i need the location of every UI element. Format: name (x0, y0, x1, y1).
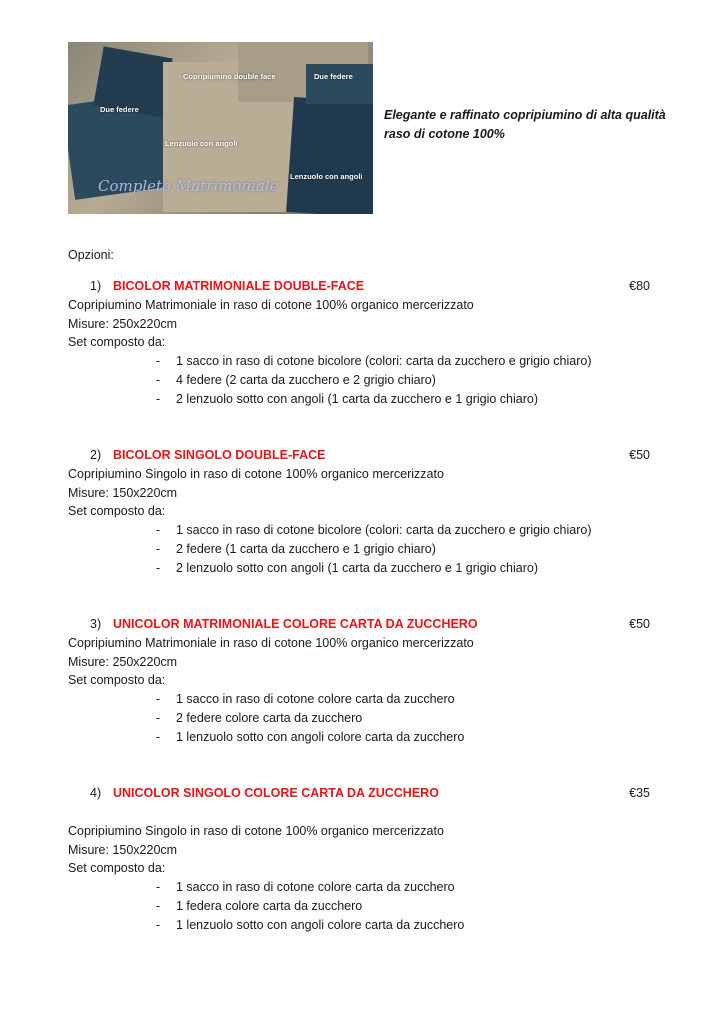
option-items (68, 878, 652, 934)
options-heading: Opzioni: (68, 248, 114, 262)
item-text: 1 federa colore carta da zucchero (176, 898, 363, 913)
option-header (68, 615, 652, 634)
fabric-blue-right (286, 97, 373, 214)
list-item (68, 709, 652, 728)
bullet-dash: - (156, 372, 161, 387)
bullet-dash: - (156, 898, 161, 913)
item-text: 1 sacco in raso di cotone bicolore (colori: carta da zucchero e grigio chiaro) (176, 354, 592, 369)
bullet-dash: - (156, 560, 161, 575)
bullet-dash: - (156, 391, 161, 406)
list-item (68, 916, 652, 935)
item-text: 4 federe (2 carta da zucchero e 2 grigio chiaro) (176, 372, 436, 387)
spacer (68, 803, 652, 822)
option-set-label: Set composto da: (68, 861, 166, 876)
item-text: 1 sacco in raso di cotone bicolore (colori: carta da zucchero e grigio chiaro) (176, 523, 592, 538)
option-items (68, 352, 652, 408)
label-lenzuolo-center: Lenzuolo con angoli (165, 139, 238, 148)
option-items (68, 690, 652, 746)
option-size: Misure: 150x220cm (68, 842, 178, 857)
list-item (68, 352, 652, 371)
option-set-label: Set composto da: (68, 673, 166, 688)
bullet-dash: - (156, 880, 161, 895)
item-text: 1 lenzuolo sotto con angoli colore carta da zucchero (176, 729, 465, 744)
option-price: €80 (629, 279, 650, 293)
option-title: UNICOLOR MATRIMONIALE COLORE CARTA DA ZUCCHERO (113, 617, 478, 631)
label-due-federe-top: Due federe (314, 72, 353, 81)
label-due-federe-left: Due federe (100, 105, 139, 114)
list-item (68, 540, 652, 559)
bullet-dash: - (156, 710, 161, 725)
list-item (68, 728, 652, 747)
option-description: Copripiumino Matrimoniale in raso di cotone 100% organico mercerizzato (68, 298, 474, 312)
item-text: 1 sacco in raso di cotone colore carta da zucchero (176, 880, 455, 895)
item-text: 1 lenzuolo sotto con angoli colore carta da zucchero (176, 917, 465, 932)
bullet-dash: - (156, 354, 161, 369)
tagline-line-1: Elegante e raffinato copripiumino di alta qualità (384, 108, 666, 122)
product-photo (68, 42, 373, 214)
option-set-label: Set composto da: (68, 504, 166, 519)
list-item (68, 371, 652, 390)
option-price: €50 (629, 448, 650, 462)
list-item (68, 878, 652, 897)
option-1 (68, 277, 652, 408)
option-description: Copripiumino Singolo in raso di cotone 100% organico mercerizzato (68, 824, 444, 838)
tagline (384, 106, 684, 144)
option-4 (68, 784, 652, 934)
bullet-dash: - (156, 917, 161, 932)
item-text: 2 lenzuolo sotto con angoli (1 carta da zucchero e 1 grigio chiaro) (176, 391, 539, 406)
option-number: 1) (90, 279, 102, 293)
option-title: BICOLOR SINGOLO DOUBLE-FACE (113, 448, 326, 462)
item-text: 2 federe colore carta da zucchero (176, 710, 363, 725)
list-item (68, 521, 652, 540)
option-title: BICOLOR MATRIMONIALE DOUBLE-FACE (113, 279, 365, 293)
option-size: Misure: 150x220cm (68, 485, 178, 500)
option-header (68, 277, 652, 296)
label-lenzuolo-right: Lenzuolo con angoli (290, 172, 363, 181)
item-text: 2 lenzuolo sotto con angoli (1 carta da zucchero e 1 grigio chiaro) (176, 560, 539, 575)
option-description: Copripiumino Matrimoniale in raso di cotone 100% organico mercerizzato (68, 636, 474, 650)
list-item (68, 690, 652, 709)
item-text: 1 sacco in raso di cotone colore carta da zucchero (176, 692, 455, 707)
option-number: 3) (90, 617, 102, 631)
item-text: 2 federe (1 carta da zucchero e 1 grigio chiaro) (176, 541, 436, 556)
option-price: €50 (629, 617, 650, 631)
bullet-dash: - (156, 692, 161, 707)
option-set-label: Set composto da: (68, 335, 166, 350)
option-title: UNICOLOR SINGOLO COLORE CARTA DA ZUCCHERO (113, 786, 439, 800)
label-copripiumino: Copripiumino double face (183, 72, 276, 81)
option-number: 2) (90, 448, 102, 462)
list-item (68, 390, 652, 409)
bullet-dash: - (156, 523, 161, 538)
option-size: Misure: 250x220cm (68, 316, 178, 331)
fabric-blue-topright (306, 64, 373, 104)
bullet-dash: - (156, 541, 161, 556)
list-item (68, 897, 652, 916)
option-number: 4) (90, 786, 102, 800)
photo-watermark: Completo Matrimoniale (98, 177, 279, 195)
option-3 (68, 615, 652, 746)
option-price: €35 (629, 786, 650, 800)
bullet-dash: - (156, 729, 161, 744)
option-2 (68, 446, 652, 577)
tagline-line-2: raso di cotone 100% (384, 127, 505, 141)
option-description: Copripiumino Singolo in raso di cotone 100% organico mercerizzato (68, 467, 444, 481)
list-item (68, 559, 652, 578)
option-items (68, 521, 652, 577)
option-header (68, 446, 652, 465)
option-header (68, 784, 652, 803)
option-size: Misure: 250x220cm (68, 654, 178, 669)
